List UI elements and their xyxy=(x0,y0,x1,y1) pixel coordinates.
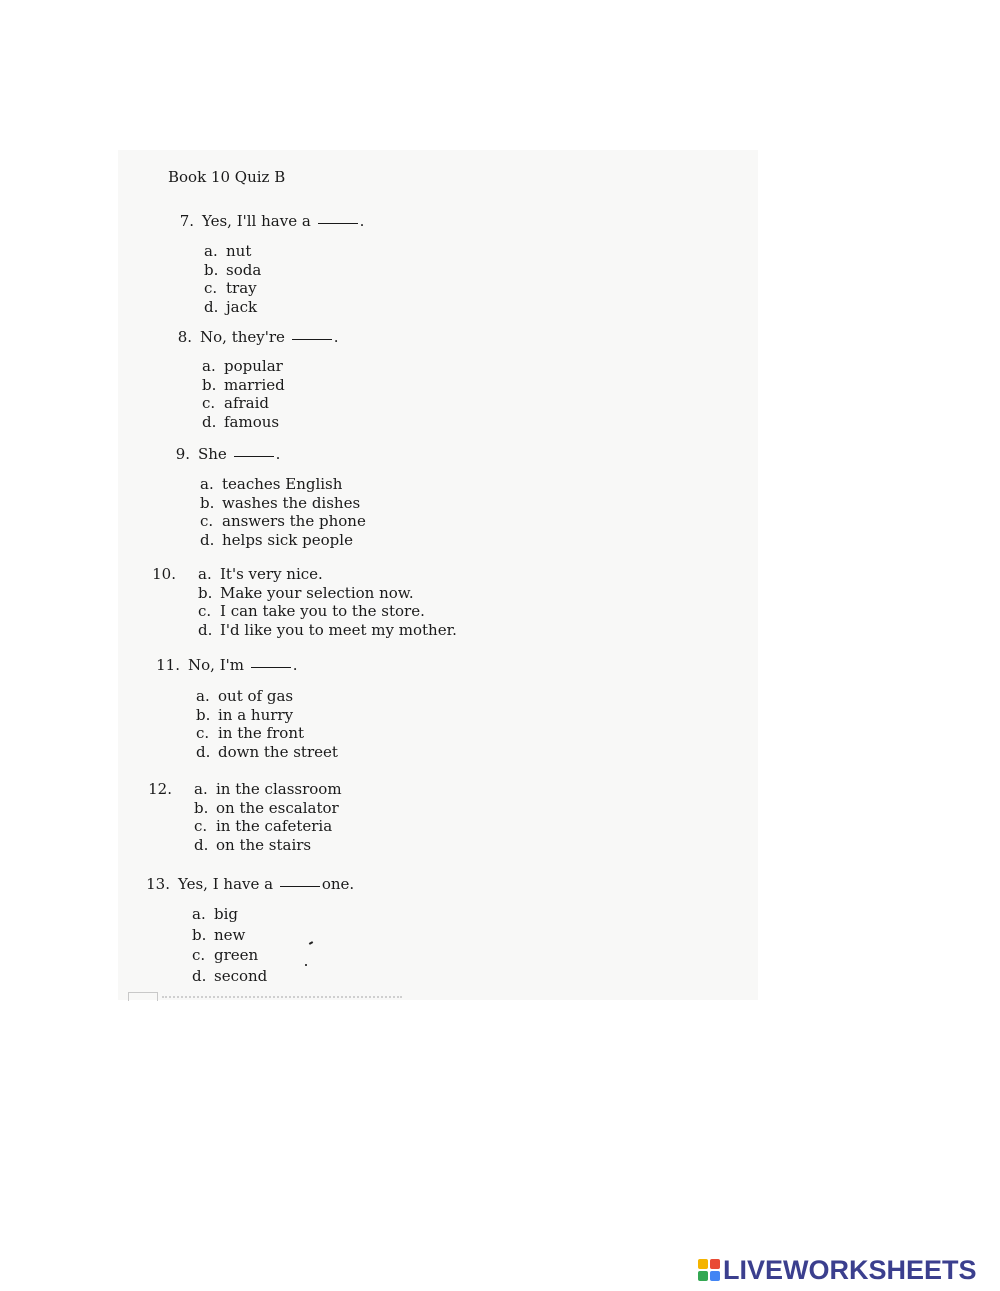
option-b: b. on the escalator xyxy=(194,798,339,817)
scan-edge-text-fragment xyxy=(162,996,402,1000)
option-d: d. jack xyxy=(204,297,258,316)
option-d: d. down the street xyxy=(196,742,338,761)
answer-blank xyxy=(280,886,320,887)
answer-blank xyxy=(234,456,274,457)
option-c: c. in the front xyxy=(196,724,305,742)
option-a: a. out of gas xyxy=(196,687,294,705)
option-a: a. It's very nice. xyxy=(198,565,323,583)
question-number: 13. xyxy=(146,875,170,893)
option-b: b. new xyxy=(192,925,246,944)
option-c: c. green xyxy=(192,946,259,964)
question-8-options xyxy=(202,357,285,431)
question-13 xyxy=(144,875,354,893)
question-9-options xyxy=(200,475,366,549)
question-prompt: Yes, I have a xyxy=(178,875,274,893)
logo-text: LIVEWORKSHEETS xyxy=(723,1254,977,1285)
question-13-options xyxy=(192,904,267,986)
question-prompt-end: one. xyxy=(321,875,355,893)
quiz-title: Book 10 Quiz B xyxy=(168,168,286,186)
scan-edge-mark xyxy=(128,992,158,1001)
question-prompt-end: . xyxy=(333,328,339,346)
option-d: d. helps sick people xyxy=(200,530,353,549)
option-c: c. tray xyxy=(204,279,257,297)
question-number: 10. xyxy=(152,565,176,583)
question-prompt-end: . xyxy=(275,445,281,463)
logo-block-red xyxy=(710,1259,720,1269)
question-12-options xyxy=(194,780,342,854)
logo-block-yellow xyxy=(698,1259,708,1269)
answer-blank xyxy=(318,223,358,224)
option-c: c. I can take you to the store. xyxy=(198,602,425,620)
question-prompt: She xyxy=(198,445,227,463)
question-10-options xyxy=(198,565,457,639)
option-d: d. famous xyxy=(202,412,280,431)
question-11-options xyxy=(196,687,338,761)
question-10 xyxy=(150,565,184,583)
option-b: b. soda xyxy=(204,260,262,279)
logo-block-blue xyxy=(710,1271,720,1281)
option-a: a. in the classroom xyxy=(194,780,342,798)
option-b: b. Make your selection now. xyxy=(198,583,414,602)
option-a: a. teaches English xyxy=(200,475,343,493)
question-12 xyxy=(146,780,180,798)
question-prompt: No, I'm xyxy=(188,656,244,674)
question-number: 8. xyxy=(177,328,192,346)
question-7 xyxy=(168,212,364,230)
option-c: c. answers the phone xyxy=(200,512,366,530)
option-c: c. in the cafeteria xyxy=(194,817,333,835)
question-prompt: No, they're xyxy=(200,328,285,346)
option-d: d. on the stairs xyxy=(194,835,312,854)
option-d: d. I'd like you to meet my mother. xyxy=(198,620,457,639)
question-prompt-end: . xyxy=(292,656,298,674)
scan-speck xyxy=(305,964,307,966)
question-prompt: Yes, I'll have a xyxy=(202,212,311,230)
option-a: a. nut xyxy=(204,242,252,260)
option-b: b. washes the dishes xyxy=(200,493,361,512)
answer-blank xyxy=(251,667,291,668)
option-d: d. second xyxy=(192,966,268,985)
liveworksheets-logo-icon xyxy=(698,1259,720,1281)
option-a: a. popular xyxy=(202,357,283,375)
option-a: a. big xyxy=(192,905,239,923)
question-number: 9. xyxy=(175,445,190,463)
answer-blank xyxy=(292,339,332,340)
question-number: 7. xyxy=(179,212,194,230)
question-9 xyxy=(164,445,280,463)
question-number: 11. xyxy=(156,656,180,674)
logo-block-green xyxy=(698,1271,708,1281)
question-7-options xyxy=(204,242,261,316)
question-prompt-end: . xyxy=(359,212,365,230)
question-8 xyxy=(166,328,338,346)
option-b: b. married xyxy=(202,375,285,394)
option-b: b. in a hurry xyxy=(196,705,294,724)
question-11 xyxy=(154,656,298,674)
liveworksheets-logo xyxy=(698,1254,977,1285)
question-number: 12. xyxy=(148,780,172,798)
option-c: c. afraid xyxy=(202,394,270,412)
